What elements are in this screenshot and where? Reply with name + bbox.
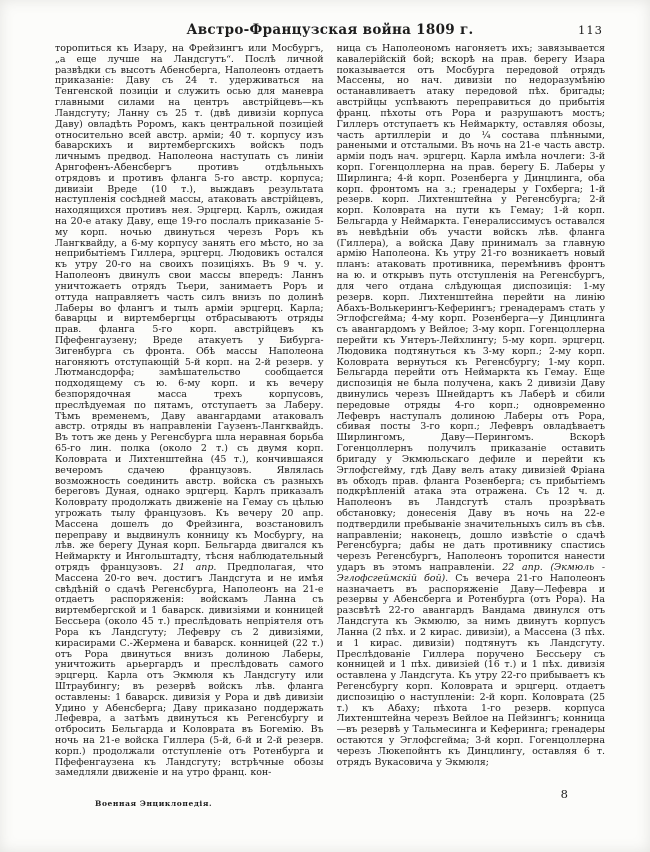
imprint-label: Военная Энциклопедія. [95, 799, 213, 808]
running-head-title: Австро-Французская война 1809 г. [186, 22, 474, 38]
page-header [55, 22, 605, 40]
text-body [55, 44, 605, 796]
text-column-right: ница съ Наполеономъ нагоняетъ ихъ; завязывается кавалерійскій бой; вскорѣ на прав. берегу Изара показывается отъ Мосбурга передовой отрядъ Массены, но нач. дивизіи по недоразумѣнію останавливаетъ атаку передовой пѣх. бригады; австрійцы успѣваютъ переправиться до прибытія франц. пѣхоты отъ Рора и разрушаютъ мостъ; Гиллеръ отступаетъ къ Неймаркту, оставляя обозы, часть артиллеріи и до ¼ состава плѣнными, ранеными и отсталыми. Въ ночь на 21-е часть австр. арміи подъ нач. эрцгерц. Карла имѣла ночлеги: 3-й корп. Гогенцоллерна на прав. берегу Б. Лаберы у Ширлинга; 4-й корп. Розенберга у Динцлинга, оба корп. фронтомъ на з.; гренадеры у Гохберга; 1-й резерв. корп. Лихтенштейна у Регенсбурга; 2-й корп. Коловрата на пути къ Гемау; 1-й корп. Бельгарда у Неймаркта. Генералиссимусъ оставался въ невѣдѣніи объ участи войскъ лѣв. фланга (Гиллера), а войска Даву принималъ за главную армію Наполеона. Къ утру 21-го возникаетъ новый планъ: атаковать противника, перемѣнивъ фронтъ на ю. и открывъ путь отступленія на Регенсбургъ, для чего отдана слѣдующая диспозиція: 1-му резерв. корп. Лихтенштейна перейти на линію Абахъ-Волькерингъ-Кеферингъ; гренадерамъ стать у Эглофсгейма; 4-му корп. Розенберга—у Динцлинга съ авангардомъ у Вейлое; 3-му корп. Гогенцоллерна перейти къ Унтеръ-Лейхлингу; 5-му корп. эрцгерц. Людовика подтянуться къ 3-му корп.; 2-му корп. Коловрата вернуться къ Регенсбургу; 1-му корп. Бельгарда перейти отъ Неймаркта къ Гемау. Еще диспозиція не была получена, какъ 2 дивизіи Даву двинулись черезъ Шнейдартъ къ Лаберѣ и сбили передовые отряды 4-го корп.; одновременно Лефевръ наступалъ долиною Лаберы отъ Рора, сбивая посты 3-го корп.; Лефевръ овладѣваетъ Ширлингомъ, Даву—Перингомъ. Вскорѣ Гогенцоллернъ получилъ приказаніе оставить бригаду у Экмюльскаго дефиле и перейти къ Эглофсгейму, гдѣ Даву велъ атаку дивизіей Фріана въ обходъ прав. фланга Розенберга; съ прибытіемъ подкрѣпленій атака эта отражена. Съ 12 ч. д. Наполеонъ въ Ландсгутѣ сталъ прозрѣвать обстановку; донесенія Даву въ ночь на 22-е подтвердили пребываніе значительныхъ силъ въ сѣв. направленіи; наконецъ, дошло извѣстіе о сдачѣ Регенсбурга; дабы не дать противнику спастись черезъ Регенсбургъ, Наполеонъ торопится нанести ударъ въ этомъ направленіи. 22 апр. (Экмюль - Эглофсгеймскій бой). Съ вечера 21-го Наполеонъ назначаетъ въ распоряженіе Даву—Лефевра и резервы у Абенсберга и Ротенбурга (отъ Рора). На разсвѣтѣ 22-го авангардъ Вандама двинулся отъ Ландсгута къ Экмюлю, за нимъ двинутъ корпусъ Ланна (2 пѣх. и 2 кирас. дивизіи), а Массена (3 пѣх. и 1 кирас. дивизіи) подтянутъ къ Ландсгуту. Преслѣдованіе Гиллера поручено Бессьеру съ конницей и 1 пѣх. дивизіей (16 т.) и 1 пѣх. дивизія оставлена у Ландсгута. Къ утру 22-го прибываетъ къ Регенсбургу корп. Коловрата и эрцгерц. отдаетъ диспозицію о наступленіи: 2-й корп. Коловрата (25 т.) къ Абаху; пѣхота 1-го резерв. корпуса Лихтенштейна черезъ Вейлое на Пейзингъ; конница—въ резервѣ у Тальмесинга и Кеферинга; гренадеры остаются у Эглофсгейма; 3-й корп. Гогенцоллерна черезъ Люкепойнтъ къ Динцлингу, оставляя 6 т. отрядъ Вукасовича у Экмюля; [336, 44, 605, 768]
page-number: 113 [578, 23, 603, 37]
signature-mark: 8 [560, 787, 568, 801]
text-column-left: торопиться къ Изару, на Фрейзингъ или Мосбургъ, „а еще лучше на Ландсгутъ“. Послѣ личной развѣдки съ высотъ Абенсберга, Наполеонъ отдаетъ приказаніе: Даву съ 24 т. удерживаться на Тенгенской позиціи и служить осью для маневра главными силами на центръ австрійцевъ—къ Ландсгуту; Ланну съ 25 т. (двѣ дивизіи корпуса Даву) овладѣть Роромъ, какъ центральной позиціей относительно всей австр. арміи; 40 т. корпусу изъ баварскихъ и виртембергскихъ войскъ подъ личнымъ предвод. Наполеона наступать съ линіи Арнгофенъ-Абенсбергъ противъ отдѣльныхъ отрядовъ и противъ фланга 5-го австр. корпуса; дивизіи Вреде (10 т.), выждавъ результата наступленія сосѣдней массы, атаковать австрійцевъ, находящихся противъ нея. Эрцгерц. Карлъ, ожидая на 20-е атаку Даву, еще 19-го послалъ приказаніе 5-му корп. ночью двинуться черезъ Роръ къ Лангквайду, а 6-му корпусу занять его мѣсто, но за неприбытіемъ Гиллера, эрцгерц. Людовикъ остался къ утру 20-го на своихъ позиціяхъ. Въ 9 ч. у. Наполеонъ двинулъ свои массы впередъ: Ланнъ уничтожаетъ отрядъ Тьери, занимаетъ Роръ и оттуда направляетъ часть силъ внизъ по долинѣ Лаберы во флангъ и тылъ арміи эрцгерц. Карла; баварцы и виртембергцы отбрасываютъ отряды прав. фланга 5-го корп. австрійцевъ къ Пфефенгаузену; Вреде атакуетъ у Бибурга-Зигенбурга съ фронта. Обѣ массы Наполеона нагоняютъ отступающій 5-й корп. на 2-й резерв. у Лютмансдорфа; замѣшательство сообщается подходящему съ ю. 6-му корп. и къ вечеру безпорядочная масса трехъ корпусовъ, преслѣдуемая по пятамъ, отступаетъ за Лаберу. Тѣмъ временемъ, Даву авангардами атаковалъ австр. отряды въ направленіи Гаузенъ-Лангквайдъ. Въ тотъ же день у Регенсбурга шла неравная борьба 65-го лин. полка (около 2 т.) съ двумя корп. Коловрата и Лихтенштейна (45 т.), кончившаяся вечеромъ сдачею французовъ. Являлась возможность соединить австр. войска съ разныхъ береговъ Дуная, однако эрцгерц. Карлъ приказалъ Коловрату продолжать движеніе на Гемау съ цѣлью угрожать тылу французовъ. Къ вечеру 20 апр. Массена дошелъ до Фрейзинга, возстановилъ переправу и выдвинулъ конницу къ Мосбургу, на лѣв. же берегу Дуная корп. Бельгарда двигался къ Неймаркту и Ингольштадту, тѣсня наблюдательный отрядъ французовъ. 21 апр. Предполагая, что Массена 20-го веч. достигъ Ландсгута и не имѣя свѣдѣній о сдачѣ Регенсбурга, Наполеонъ на 21-е отдаетъ распоряженія: войскамъ Ланна съ виртембергской и 1 баварск. дивизіями и конницей Бессьера (около 45 т.) преслѣдовать непріятеля отъ Рора къ Ландсгуту; Лефевру съ 2 дивизіями, кирасирами С.-Жермена и баварск. конницей (22 т.) отъ Рора двинуться внизъ долиною Лаберы, уничтожить арьергардъ и преслѣдовать самого эрцгерц. Карла отъ Экмюля къ Ландсгуту или Штраубингу; въ резервѣ войскъ лѣв. фланга оставлены: 1 баварск. дивизія у Рора и двѣ дивизіи Удино у Абенсберга; Даву приказано поддержать Лефевра, а затѣмъ двинуться къ Регенсбургу и отбросить Бельгарда и Коловрата въ Богемію. Въ ночь на 21-е войска Гиллера (5-й, 6-й и 2-й резерв. корп.) продолжали отступленіе отъ Ротенбурга и Пфефенгаузена къ Ландсгуту; встрѣчные обозы замедляли движеніе и на утро франц. кон- [55, 44, 324, 779]
